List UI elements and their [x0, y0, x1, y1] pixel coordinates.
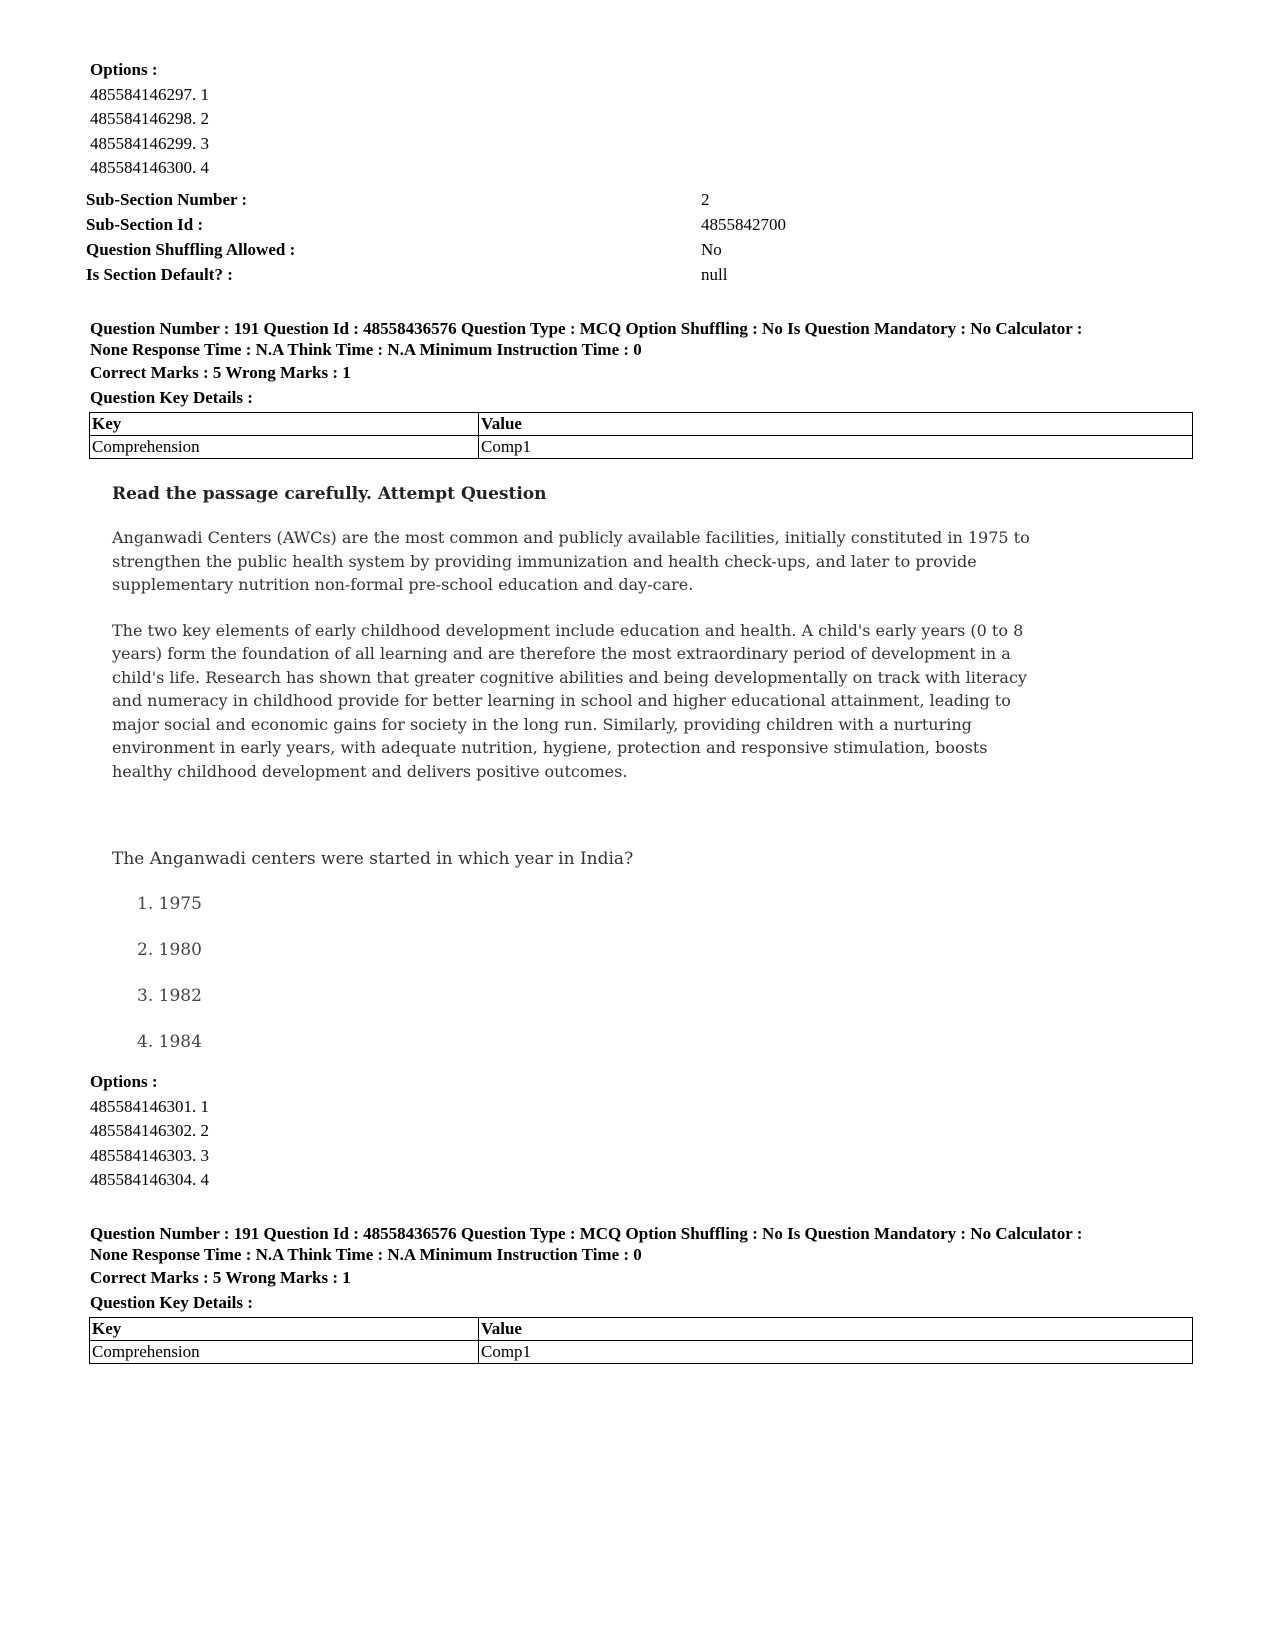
table-header-value: Value — [479, 1318, 1193, 1341]
marks-line: Correct Marks : 5 Wrong Marks : 1 — [90, 1268, 351, 1287]
option-item: 485584146299. 3 — [90, 134, 209, 153]
table-cell-key: Comprehension — [90, 1341, 479, 1364]
option-item: 485584146300. 4 — [90, 158, 209, 177]
answer-choice-4: 4. 1984 — [137, 1032, 202, 1052]
option-item: 485584146303. 3 — [90, 1146, 209, 1165]
answer-choice-3: 3. 1982 — [137, 986, 202, 1006]
marks-line: Correct Marks : 5 Wrong Marks : 1 — [90, 363, 351, 382]
option-item: 485584146301. 1 — [90, 1097, 209, 1116]
table-cell-value: Comp1 — [479, 436, 1193, 459]
option-item: 485584146298. 2 — [90, 109, 209, 128]
subsection-number-value: 2 — [701, 190, 710, 209]
question-header — [90, 318, 1200, 360]
key-details-label: Question Key Details : — [90, 1293, 253, 1312]
question-header-line2: None Response Time : N.A Think Time : N.A Minimum Instruction Time : 0 — [90, 1245, 642, 1264]
table-header-key: Key — [90, 413, 479, 436]
passage-title: Read the passage carefully. Attempt Question — [112, 484, 547, 504]
key-details-table — [89, 1317, 1193, 1364]
subsection-id-value: 4855842700 — [701, 215, 786, 234]
passage-paragraph-2: The two key elements of early childhood development include education and health. A child's early years (0 to 8 years) form the foundation of all learning and are therefore the most extraordinary period of development in a child's life. Research has shown that greater cognitive abilities and being developmentally on track with literacy and numeracy in childhood provide for better learning in school and higher educational attainment, leading to major social and economic gains for society in the long run. Similarly, providing children with a nurturing environment in early years, with adequate nutrition, hygiene, protection and responsive stimulation, boosts healthy childhood development and delivers positive outcomes. — [112, 620, 1027, 781]
key-details-table — [89, 412, 1193, 459]
table-cell-value: Comp1 — [479, 1341, 1193, 1364]
subsection-number-label: Sub-Section Number : — [86, 190, 248, 209]
question-shuffling-label: Question Shuffling Allowed : — [86, 240, 296, 259]
question-header — [90, 1223, 1200, 1265]
options-label: Options : — [90, 1072, 158, 1091]
question-shuffling-value: No — [701, 240, 722, 259]
option-item: 485584146297. 1 — [90, 85, 209, 104]
options-label: Options : — [90, 60, 158, 79]
option-item: 485584146304. 4 — [90, 1170, 209, 1189]
question-header-line1: Question Number : 191 Question Id : 48558436576 Question Type : MCQ Option Shuffling : No Is Question Mandatory : No Calculator : — [90, 1224, 1083, 1243]
question-header-line2: None Response Time : N.A Think Time : N.A Minimum Instruction Time : 0 — [90, 340, 642, 359]
question-header-line1: Question Number : 191 Question Id : 48558436576 Question Type : MCQ Option Shuffling : No Is Question Mandatory : No Calculator : — [90, 319, 1083, 338]
question-text: The Anganwadi centers were started in which year in India? — [112, 849, 634, 869]
passage-paragraph-1: Anganwadi Centers (AWCs) are the most common and publicly available facilities, initially constituted in 1975 to strengthen the public health system by providing immunization and health check-ups, and later to provide supplementary nutrition non-formal pre-school education and day-care. — [112, 528, 1030, 594]
answer-choice-2: 2. 1980 — [137, 940, 202, 960]
passage — [112, 484, 1032, 783]
answer-choice-1: 1. 1975 — [137, 894, 202, 914]
key-details-label: Question Key Details : — [90, 388, 253, 407]
table-cell-key: Comprehension — [90, 436, 479, 459]
section-default-label: Is Section Default? : — [86, 265, 233, 284]
section-default-value: null — [701, 265, 728, 284]
option-item: 485584146302. 2 — [90, 1121, 209, 1140]
subsection-id-label: Sub-Section Id : — [86, 215, 204, 234]
table-header-key: Key — [90, 1318, 479, 1341]
table-header-value: Value — [479, 413, 1193, 436]
